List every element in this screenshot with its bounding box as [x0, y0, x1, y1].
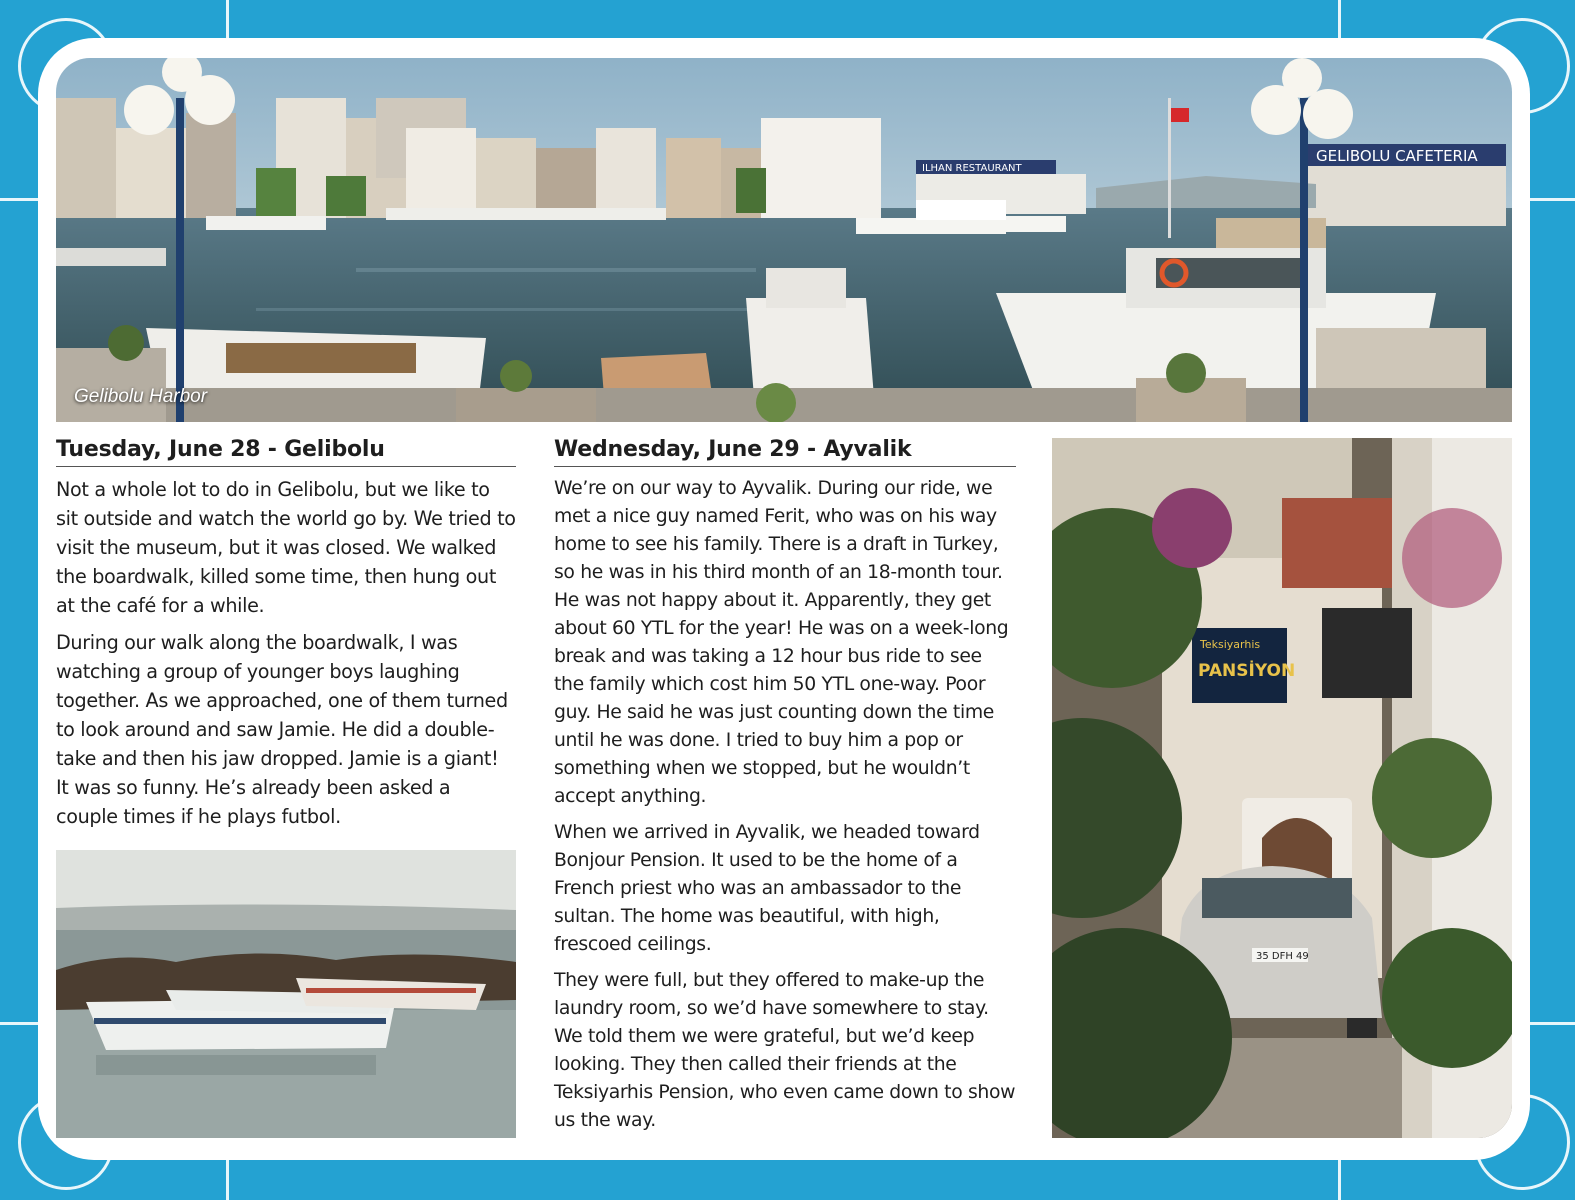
restaurant-sign-text: ILHAN RESTAURANT [922, 163, 1022, 174]
car-plate-text: 35 DFH 49 [1256, 951, 1309, 962]
harbor-caption: Gelibolu Harbor [74, 386, 208, 407]
harbor-photo [56, 58, 1512, 422]
entry-paragraph: During our walk along the boardwalk, I was watching a group of younger boys laughing together. As we approached, one of them turned to look around and saw Jamie. He did a double-take and then his jaw dropped. Jamie is a giant! It was so funny. He’s already been asked a couple times if he plays futbol. [56, 631, 508, 828]
boats-illustration [56, 850, 516, 1138]
pension-sign-line1: Teksiyarhis [1200, 638, 1261, 651]
entry-paragraph: They were full, but they offered to make-up the laundry room, so we’d have somewhere to stay. We told them we were grateful, but we’d keep looking. They then called their friends at the Teksiyarhis Pension, who even came down to show us the way. [554, 970, 1016, 1131]
pension-illustration [1052, 438, 1512, 1138]
entry-paragraph: We’re on our way to Ayvalik. During our ride, we met a nice guy named Ferit, who was on his way home to see his family. There is a draft in Turkey, so he was in his third month of an 18-month tour. He was not happy about it. Apparently, they get about 60 YTL for the year! He was on a week-long break and was taking a 12 hour bus ride to see the family which cost him 50 YTL one-way. Poor guy. He said he was just counting down the time until he was done. I tried to buy him a pop or something when we stopped, but he wouldn’t accept anything. [554, 478, 1009, 807]
entry-tuesday [56, 437, 516, 831]
entry-heading: Tuesday, June 28 - Gelibolu [56, 437, 516, 467]
pension-photo [1052, 438, 1512, 1138]
harbor-illustration [56, 58, 1512, 422]
entry-paragraph: When we arrived in Ayvalik, we headed toward Bonjour Pension. It used to be the home of a French priest who was an ambassador to the sultan. The home was beautiful, with high, frescoed ceilings. [554, 822, 980, 955]
entry-paragraph: Not a whole lot to do in Gelibolu, but we like to sit outside and watch the world go by. We tried to visit the museum, but it was closed. We walked the boardwalk, killed some time, then hung out at the café for a while. [56, 478, 516, 617]
entry-wednesday [554, 437, 1016, 1135]
entry-heading: Wednesday, June 29 - Ayvalik [554, 437, 1016, 467]
page-panel [38, 38, 1530, 1160]
pension-sign-line2: PANSİYON [1198, 661, 1296, 681]
cafeteria-sign-text: GELIBOLU CAFETERIA [1316, 147, 1478, 165]
boats-photo [56, 850, 516, 1138]
